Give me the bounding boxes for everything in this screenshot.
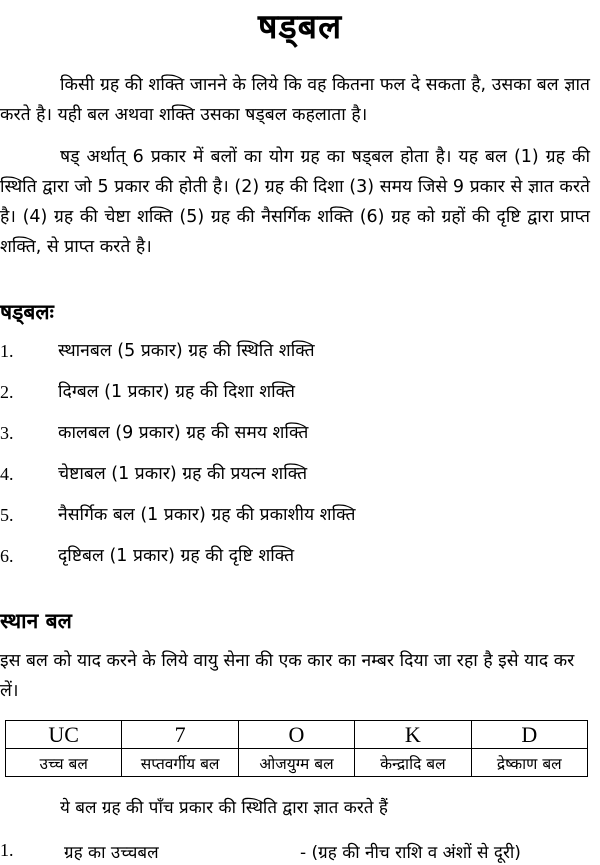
mnemonic-table — [5, 720, 588, 777]
list-item-name: ग्रह का उच्चबल — [64, 843, 159, 863]
table-cell: सप्तवर्गीय बल — [122, 749, 238, 777]
list-item — [0, 463, 590, 504]
table-cell: केन्द्रादि बल — [355, 749, 471, 777]
list-item — [0, 840, 590, 863]
page-title: षड्बल — [257, 7, 343, 47]
table-row — [6, 721, 588, 749]
shadbal-list — [0, 340, 590, 586]
table-cell: D — [471, 721, 587, 749]
table-cell: उच्च बल — [6, 749, 122, 777]
table-cell: UC — [6, 721, 122, 749]
list-item — [0, 381, 590, 422]
list-item-text: स्थानबल (5 प्रकार) ग्रह की स्थिति शक्ति — [58, 341, 315, 361]
list-item — [0, 545, 590, 586]
list-item — [0, 340, 590, 381]
table-cell: 7 — [122, 721, 238, 749]
table-row — [6, 749, 588, 777]
table-cell: K — [355, 721, 471, 749]
list-item-number: 6. — [0, 546, 14, 566]
table-cell: द्रेष्काण बल — [471, 749, 587, 777]
list-item-text: दिग्बल (1 प्रकार) ग्रह की दिशा शक्ति — [58, 382, 296, 402]
list-item-text: नैसर्गिक बल (1 प्रकार) ग्रह की प्रकाशीय शक्ति — [58, 505, 356, 525]
list-item-text: दृष्टिबल (1 प्रकार) ग्रह की दृष्टि शक्ति — [58, 546, 295, 566]
list-item-number: 2. — [0, 382, 14, 402]
list-item-text: चेष्टाबल (1 प्रकार) ग्रह की प्रयत्न शक्ति — [58, 464, 308, 484]
intro-text: किसी ग्रह की शक्ति जानने के लिये कि वह कितना फल दे सकता है, उसका बल ज्ञात करते है। यही बल अथवा शक्ति उसका षड्बल कहलाता है। — [0, 75, 590, 125]
list-item-number: 1. — [0, 840, 14, 860]
list-item-text: कालबल (9 प्रकार) ग्रह की समय शक्ति — [58, 423, 309, 443]
sthan-bal-intro: इस बल को याद करने के लिये वायु सेना की एक कार का नम्बर दिया जा रहा है इसे याद कर लें। — [0, 651, 575, 701]
table-cell: O — [238, 721, 354, 749]
table-cell: ओजयुग्म बल — [238, 749, 354, 777]
list-item — [0, 422, 590, 463]
intro-paragraph — [0, 70, 590, 130]
after-table-text: ये बल ग्रह की पाँच प्रकार की स्थिति द्वारा ज्ञात करते हैं — [60, 798, 388, 818]
list-item-number: 5. — [0, 505, 14, 525]
sthan-bal-heading: स्थान बल — [0, 609, 72, 633]
list-item-number: 4. — [0, 464, 14, 484]
list-item-description: - (ग्रह की नीच राशि व अंशों से दूरी) — [300, 843, 521, 863]
shadbal-heading: षड्बलः — [0, 300, 54, 324]
list-item-number: 1. — [0, 341, 14, 361]
list-item — [0, 504, 590, 545]
detail-paragraph — [0, 142, 590, 262]
list-item-number: 3. — [0, 423, 14, 443]
detail-text: षड् अर्थात् 6 प्रकार में बलों का योग ग्रह का षड्बल होता है। यह बल (1) ग्रह की स्थिति द्वारा जो 5 प्रकार की होती है। (2) ग्रह की दिशा (3) समय जिसे 9 प्रकार से ज्ञात करते है। (4) ग्रह की चेष्टा शक्ति (5) ग्रह की नैसर्गिक शक्ति (6) ग्रह को ग्रहों की दृष्टि द्वारा प्राप्त शक्ति, से प्राप्त करते है। — [0, 147, 590, 257]
